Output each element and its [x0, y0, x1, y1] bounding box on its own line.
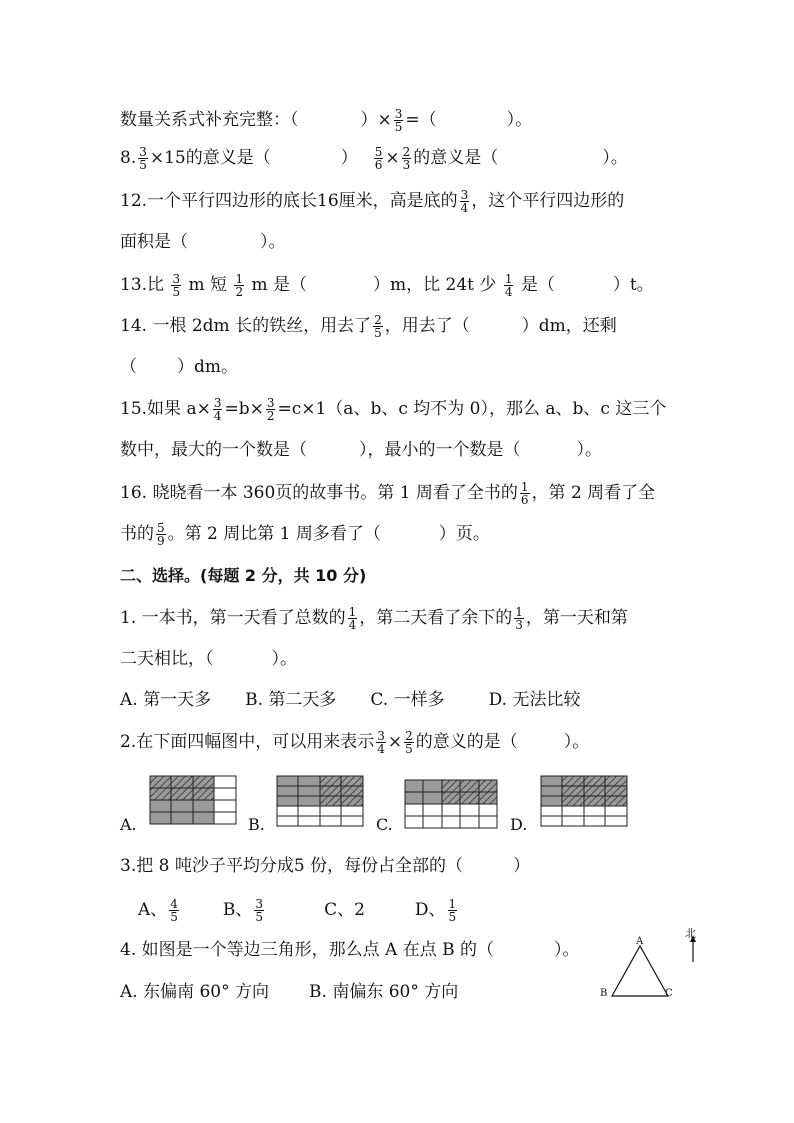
figure-a — [150, 776, 236, 824]
fraction: $\frac{3}{5}$ — [394, 107, 403, 134]
figure-d — [541, 776, 627, 826]
vertex-a-label: A — [636, 936, 644, 947]
option-c: C. 一样多 — [370, 690, 445, 710]
section-heading: 二、选择。(每题 2 分，共 10 分) — [120, 566, 367, 585]
triangle-figure — [596, 930, 716, 1010]
question-16: 16. 晓晓看一本 360页的故事书。第 1 周看了全书的 $\frac{1}{6}$ ，第 2 周看了全 — [120, 480, 656, 507]
fraction: $\frac{1}{2}$ — [235, 272, 244, 299]
figure-c — [405, 780, 497, 828]
option-d: D、 — [414, 900, 446, 920]
vertex-b-label: B — [600, 988, 608, 999]
choice-question-1: 1. 一本书，第一天看了总数的 $\frac{1}{4}$ ，第二天看了余下的 $\frac{1}{3}$ ，第一天和第 — [120, 605, 628, 632]
fraction: $\frac{3}{5}$ — [255, 897, 264, 924]
option-a: A. 第一天多 — [120, 690, 212, 710]
option-c: C、2 — [324, 900, 365, 920]
figure-b — [277, 776, 363, 826]
question-8: 8. $\frac{3}{5}$ ×15的意义是（ ） $\frac{5}{6}$ × $\frac{2}{3}$ 的意义是（ ）。 — [120, 145, 628, 172]
figure-label-c[interactable]: C. — [376, 815, 393, 834]
fraction: $\frac{1}{4}$ — [504, 272, 513, 299]
fraction: $\frac{3}{5}$ — [172, 272, 181, 299]
equilateral-triangle — [612, 946, 668, 996]
fraction: $\frac{5}{9}$ — [157, 521, 165, 548]
choice-question-3: 3.把 8 吨沙子平均分成5 份，每份占全部的（ ） — [120, 856, 531, 876]
question-14-line2: （ ）dm。 — [120, 357, 239, 377]
fraction: $\frac{1}{3}$ — [515, 605, 523, 632]
choice-question-2: 2.在下面四幅图中，可以用来表示 $\frac{3}{4}$ × $\frac{2}{5}$ 的意义的是（ ）。 — [120, 729, 590, 756]
fraction: $\frac{3}{4}$ — [460, 188, 469, 215]
fraction: $\frac{2}{3}$ — [402, 145, 411, 172]
fraction: $\frac{3}{5}$ — [139, 145, 147, 172]
option-b: B. 南偏东 60° 方向 — [309, 982, 459, 1002]
fraction: $\frac{3}{4}$ — [213, 396, 222, 423]
question-12: 12.一个平行四边形的底长16厘米，高是底的 $\frac{3}{4}$ ，这个平行四边形的 — [120, 188, 625, 215]
question-15-line2: 数中，最大的一个数是（ ），最小的一个数是（ ）。 — [120, 440, 602, 460]
figure-label-a[interactable]: A. — [120, 815, 137, 834]
fraction: $\frac{1}{6}$ — [520, 480, 529, 507]
option-b: B. 第二天多 — [245, 690, 337, 710]
fraction: $\frac{5}{6}$ — [374, 145, 383, 172]
fraction: $\frac{1}{4}$ — [348, 605, 357, 632]
vertex-c-label: C — [665, 988, 673, 999]
relation-prefix: 数量关系式补充完整：（ — [120, 110, 299, 130]
question-12-line2: 面积是（ ）。 — [120, 232, 286, 252]
question-13: 13.比 $\frac{3}{5}$ m 短 $\frac{1}{2}$ m 是（ ）m，比 24t 少 $\frac{1}{4}$ 是（ ）t。 — [120, 272, 654, 299]
choice-4-options — [120, 981, 458, 1003]
fraction: $\frac{3}{4}$ — [377, 729, 385, 756]
question-14: 14. 一根 2dm 长的铁丝，用去了 $\frac{2}{5}$ ，用去了（ ）dm，还剩 — [120, 313, 617, 340]
option-a: A、 — [138, 900, 168, 920]
relation-line: 数量关系式补充完整：（ ）× $\frac{3}{5}$ =（ ）。 — [120, 107, 533, 134]
choice-3-options — [138, 898, 459, 923]
option-b: B、 — [222, 900, 253, 920]
question-16-line2: 书的 $\frac{5}{9}$ 。第 2 周比第 1 周多看了（ ）页。 — [120, 521, 490, 548]
choice-question-1-line2: 二天相比，（ ）。 — [120, 649, 297, 669]
question-15: 15.如果 a× $\frac{3}{4}$ =b× $\frac{3}{2}$ =c×1（a、b、c 均不为 0），那么 a、b、c 这三个 — [120, 396, 667, 423]
north-label: 北 — [685, 927, 696, 940]
fraction: $\frac{4}{5}$ — [170, 897, 178, 924]
fraction: $\frac{3}{2}$ — [266, 396, 275, 423]
figure-label-d[interactable]: D. — [510, 815, 528, 834]
choice-question-4: 4. 如图是一个等边三角形，那么点 A 在点 B 的（ ）。 — [120, 940, 580, 960]
choice-1-options — [120, 689, 580, 711]
fraction: $\frac{1}{5}$ — [448, 897, 457, 924]
option-d: D. 无法比较 — [488, 690, 581, 710]
option-a: A. 东偏南 60° 方向 — [120, 982, 270, 1002]
fraction: $\frac{2}{5}$ — [374, 313, 382, 340]
figure-label-b[interactable]: B. — [248, 815, 265, 834]
fraction: $\frac{2}{5}$ — [405, 729, 413, 756]
